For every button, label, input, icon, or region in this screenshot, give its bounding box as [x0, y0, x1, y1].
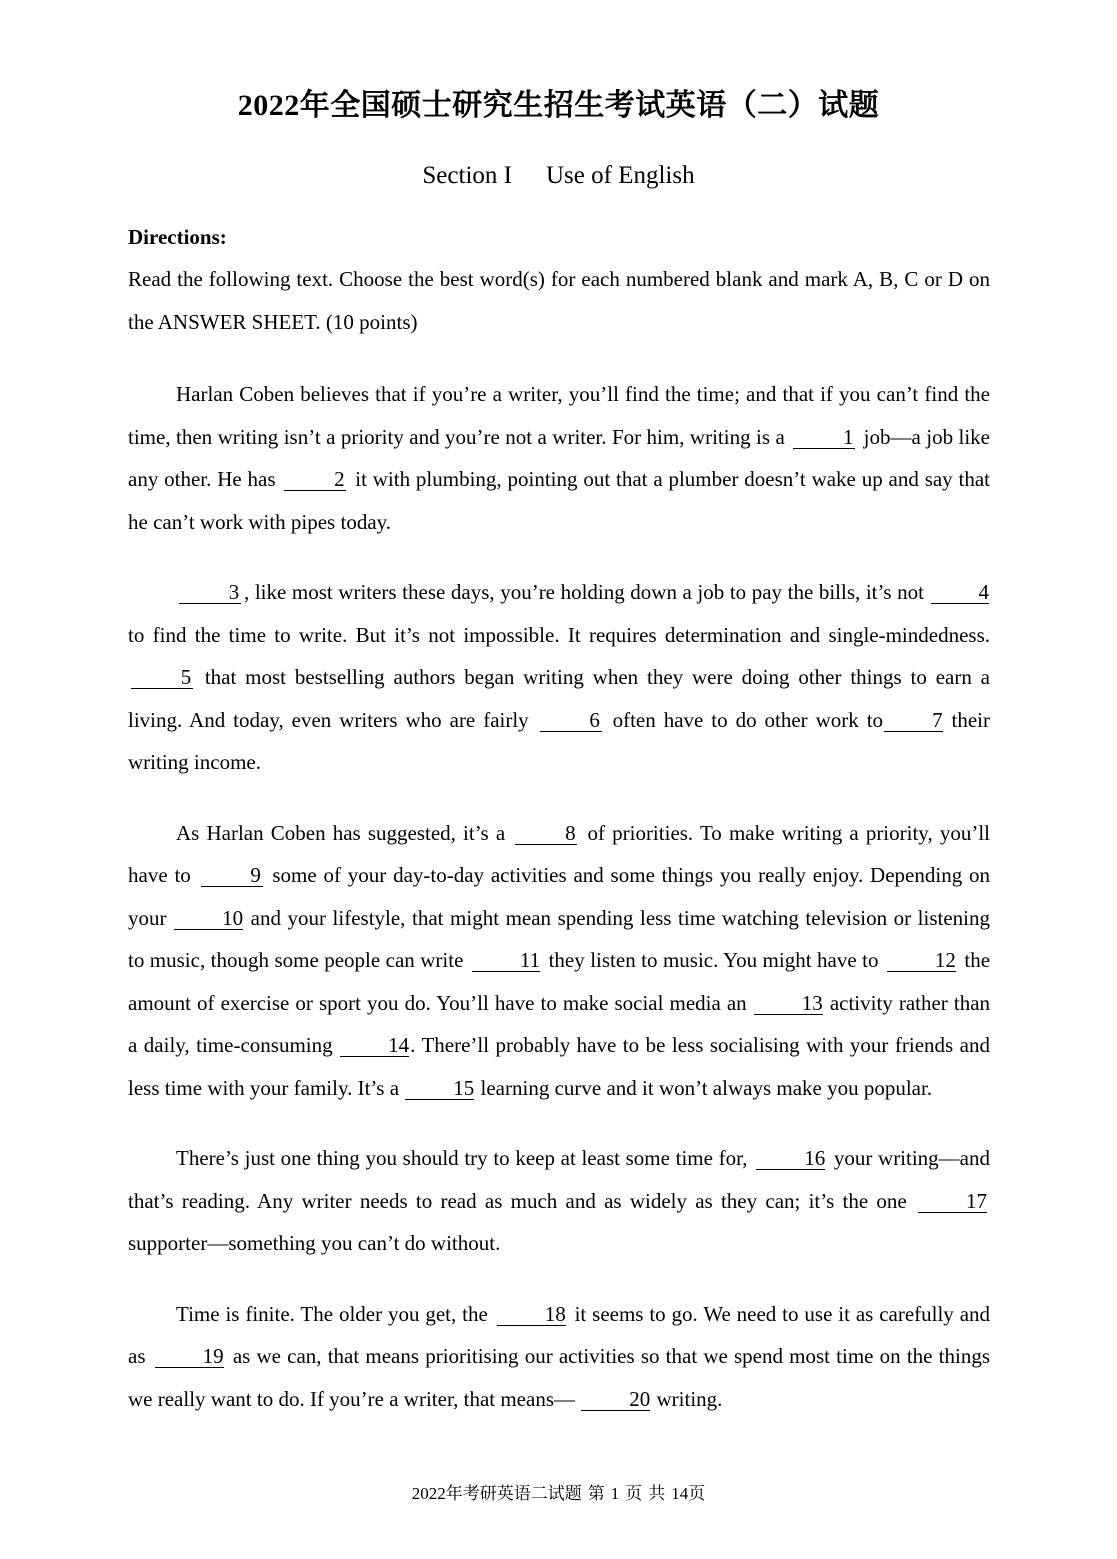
directions-text: Read the following text. Choose the best word(s) for each numbered blank and mark A, B, C or D on the ANSWER SHEET. (10 points) — [128, 267, 990, 334]
directions-label: Directions: — [128, 225, 227, 249]
footer-total-label: 共 — [648, 1484, 666, 1503]
passage-paragraph-5 — [128, 1293, 990, 1421]
paragraph-1-segment-1: Harlan Coben believes that if you’re a writer, you’ll find the time; and that if you can’t find the time, then writing isn’t a priority and you’re not a writer. For him, writing is a — [128, 382, 990, 449]
blank-20[interactable]: 20 — [581, 1388, 650, 1411]
blank-19[interactable]: 19 — [155, 1345, 224, 1368]
paragraph-4-segment-2: your writing—and that’s reading. Any writer needs to read as much and as widely as they can; it’s the one — [128, 1146, 991, 1213]
blank-17[interactable]: 17 — [918, 1190, 987, 1213]
footer-exam-name: 2022年考研英语二试题 — [411, 1484, 582, 1503]
blank-3[interactable]: 3 — [179, 581, 241, 604]
paragraph-3-segment-4: and your lifestyle, that might mean spending less time watching television or listening to music, though some people can write — [128, 905, 991, 972]
paragraph-2-segment-2: to find the time to write. But it’s not impossible. It requires determination and single-mindedness. — [128, 622, 990, 647]
blank-4[interactable]: 4 — [931, 581, 990, 604]
paragraph-1-segment-3: it with plumbing, pointing out that a plumber doesn’t wake up and say that he can’t work with pipes today. — [128, 467, 991, 534]
page-footer — [0, 1479, 1117, 1504]
paragraph-5-segment-1: Time is finite. The older you get, the — [176, 1301, 488, 1326]
paragraph-4-segment-1: There’s just one thing you should try to keep at least some time for, — [176, 1146, 748, 1170]
paragraph-3-segment-9: learning curve and it won’t always make you popular. — [480, 1075, 933, 1100]
blank-1[interactable]: 1 — [793, 426, 855, 449]
footer-page-number: 1 — [610, 1484, 620, 1503]
paragraph-2-segment-3: that most bestselling authors began writing when they were doing other things to earn a living. And today, even writers who are fairly — [128, 665, 990, 732]
passage-paragraph-3 — [128, 812, 990, 1110]
section-label: Section I — [422, 162, 512, 189]
paragraph-3-segment-7: activity rather than a daily, time-consuming — [128, 990, 991, 1057]
paragraph-2-segment-4: often have to do other work to — [612, 707, 884, 732]
blank-14[interactable]: 14 — [340, 1034, 409, 1057]
section-heading — [0, 161, 1117, 191]
blank-11[interactable]: 11 — [472, 949, 540, 972]
blank-9[interactable]: 9 — [201, 864, 263, 887]
blank-6[interactable]: 6 — [540, 709, 602, 732]
paragraph-3-segment-8: . There’ll probably have to be less socialising with your friends and less time with your family. It’s a — [128, 1033, 991, 1100]
blank-18[interactable]: 18 — [497, 1303, 566, 1326]
paragraph-4-segment-3: supporter—something you can’t do without. — [128, 1231, 501, 1255]
blank-2[interactable]: 2 — [284, 468, 346, 491]
paragraph-3-segment-5: they listen to music. You might have to — [548, 948, 879, 972]
content-body — [128, 216, 990, 1420]
paragraph-2-segment-5: their writing income. — [128, 707, 990, 774]
passage-paragraph-2 — [128, 571, 990, 784]
passage-paragraph-4 — [128, 1137, 990, 1265]
paragraph-3-segment-2: of priorities. To make writing a priority, you’ll have to — [128, 820, 990, 887]
blank-7[interactable]: 7 — [884, 709, 943, 732]
blank-13[interactable]: 13 — [754, 992, 823, 1015]
footer-total-pages: 14页 — [671, 1484, 706, 1503]
blank-15[interactable]: 15 — [405, 1077, 474, 1100]
blank-10[interactable]: 10 — [174, 907, 243, 930]
paragraph-1-segment-2: job—a job like any other. He has — [128, 424, 991, 491]
paragraph-3-segment-3: some of your day-to-day activities and some things you really enjoy. Depending on your — [128, 863, 990, 930]
page-title: 2022年全国硕士研究生招生考试英语（二）试题 — [237, 89, 880, 122]
paragraph-5-segment-2: it seems to go. We need to use it as carefully and as — [128, 1301, 991, 1368]
passage-paragraph-1 — [128, 373, 990, 543]
blank-5[interactable]: 5 — [131, 666, 193, 689]
blank-8[interactable]: 8 — [515, 822, 577, 845]
paragraph-5-segment-4: writing. — [656, 1386, 723, 1411]
paragraph-3-segment-6: the amount of exercise or sport you do. You’ll have to make social media an — [128, 948, 991, 1015]
footer-page-unit: 页 — [625, 1484, 643, 1503]
section-name: Use of English — [545, 162, 695, 189]
paragraph-5-segment-3: as we can, that means prioritising our activities so that we spend most time on the things we really want to do. If you’re a writer, that means— — [128, 1344, 990, 1411]
paragraph-2-segment-1: , like most writers these days, you’re holding down a job to pay the bills, it’s not — [244, 580, 924, 604]
blank-16[interactable]: 16 — [756, 1147, 825, 1170]
footer-page-label: 第 — [587, 1484, 605, 1503]
paragraph-3-segment-1: As Harlan Coben has suggested, it’s a — [176, 820, 506, 845]
blank-12[interactable]: 12 — [887, 949, 956, 972]
